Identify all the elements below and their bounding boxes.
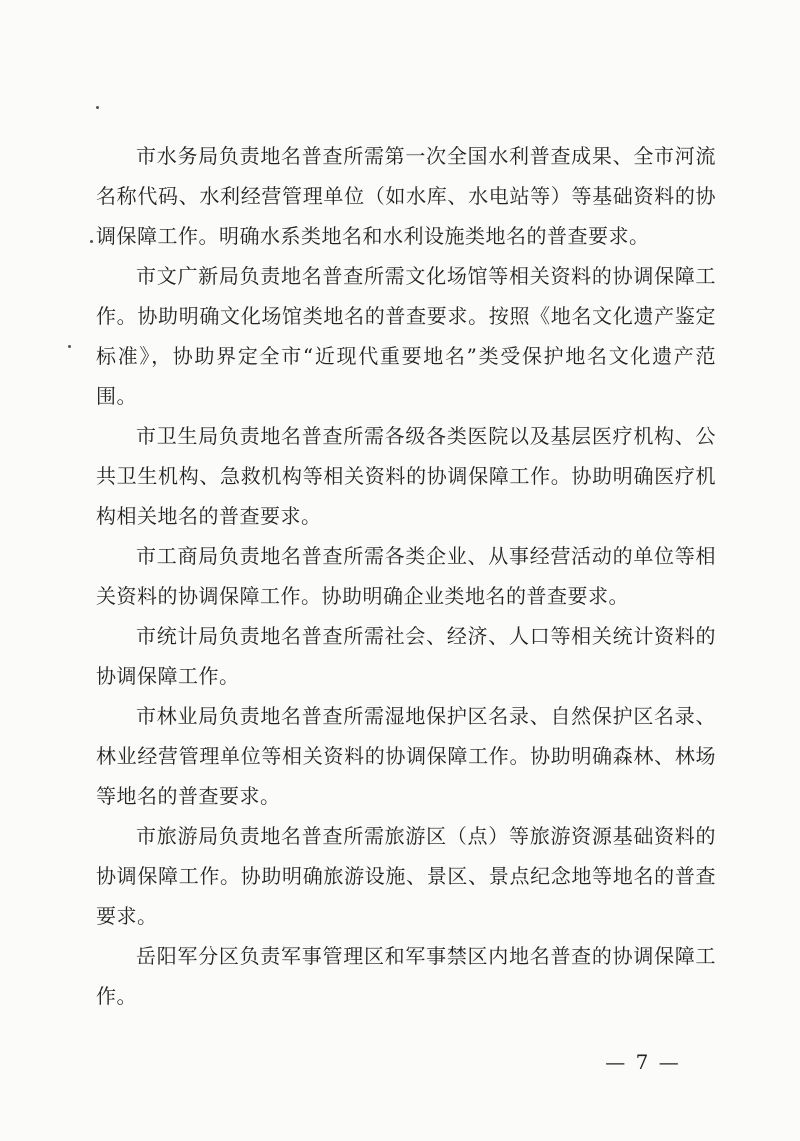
document-body xyxy=(96,136,716,1016)
paragraph-statistics-bureau: 市统计局负责地名普查所需社会、经济、人口等相关统计资料的协调保障工作。 xyxy=(96,624,716,688)
page-number: — 7 — xyxy=(605,1050,681,1074)
paragraph-commerce-bureau: 市工商局负责地名普查所需各类企业、从事经营活动的单位等相关资料的协调保障工作。协助明确企业类地名的普查要求。 xyxy=(96,544,716,608)
paragraph-forestry-bureau: 市林业局负责地名普查所需湿地保护区名录、自然保护区名录、林业经营管理单位等相关资料的协调保障工作。协助明确森林、林场等地名的普查要求。 xyxy=(96,704,716,808)
scan-speck xyxy=(90,240,93,243)
paragraph-tourism-bureau: 市旅游局负责地名普查所需旅游区（点）等旅游资源基础资料的协调保障工作。协助明确旅游设施、景区、景点纪念地等地名的普查要求。 xyxy=(96,824,716,928)
paragraph-culture-bureau: 市文广新局负责地名普查所需文化场馆等相关资料的协调保障工作。协助明确文化场馆类地名的普查要求。按照《地名文化遗产鉴定标准》，协助界定全市“近现代重要地名”类受保护地名文化遗产范围。 xyxy=(96,264,716,408)
paragraph-military-district: 岳阳军分区负责军事管理区和军事禁区内地名普查的协调保障工作。 xyxy=(96,944,716,1008)
scan-speck xyxy=(96,106,99,109)
paragraph-water-bureau: 市水务局负责地名普查所需第一次全国水利普查成果、全市河流名称代码、水利经营管理单位（如水库、水电站等）等基础资料的协调保障工作。明确水系类地名和水利设施类地名的普查要求。 xyxy=(96,144,716,248)
scan-speck xyxy=(68,345,71,348)
paragraph-health-bureau: 市卫生局负责地名普查所需各级各类医院以及基层医疗机构、公共卫生机构、急救机构等相关资料的协调保障工作。协助明确医疗机构相关地名的普查要求。 xyxy=(96,424,716,528)
